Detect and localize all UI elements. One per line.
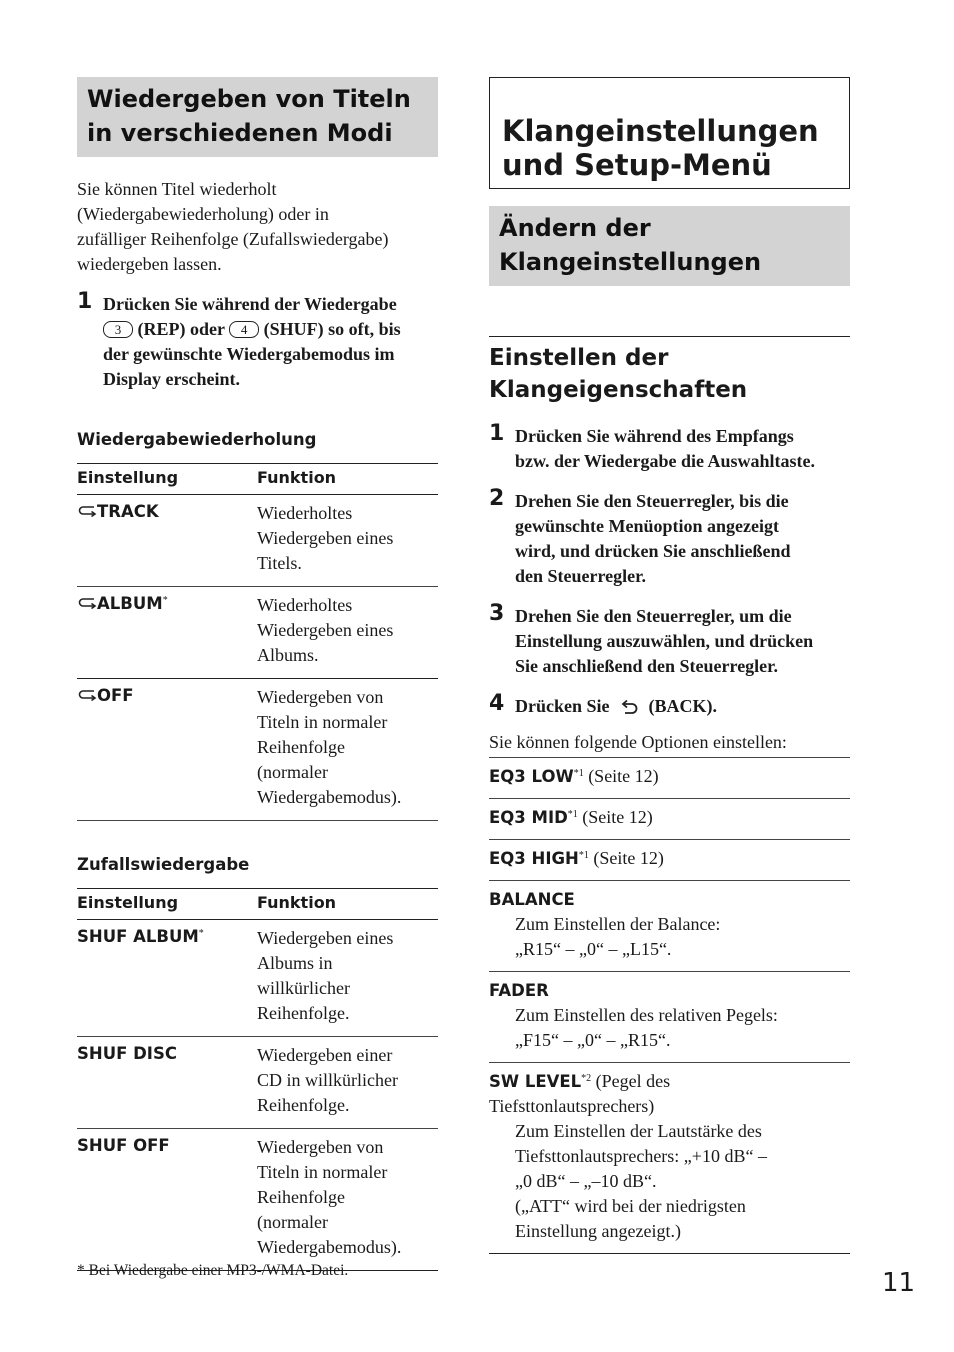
section-heading-sound-settings: Ändern der Klangeinstellungen bbox=[489, 206, 850, 286]
table-row: TRACK Wiederholtes Wiedergeben eines Titels. bbox=[77, 495, 438, 587]
step-1-select: 1 Drücken Sie während des Empfangs bzw. der Wiedergabe die Auswahltaste. bbox=[489, 421, 816, 471]
table-row: OFF Wiedergeben von Titeln in normaler Reihenfolge (normaler Wiedergabemodus). bbox=[77, 679, 438, 821]
left-column bbox=[77, 77, 438, 1271]
step-number: 4 bbox=[489, 691, 505, 716]
option-sw-level: SW LEVEL$^{*2}$ (Pegel des Tiefsttonlautsprechers) Zum Einstellen der Lautstärke des Tiefsttonlautsprechers: „+10 dB“ – „0 dB“ – „–10 dB“. („ATT“ wird bei der niedrigsten Einstellung angezeigt.) bbox=[489, 1062, 850, 1253]
page-number: 11 bbox=[882, 1268, 916, 1298]
table-row: SHUF DISC Wiedergeben einer CD in willkürlicher Reihenfolge. bbox=[77, 1037, 438, 1129]
back-icon bbox=[618, 699, 640, 715]
option-eq3-low: EQ3 LOW$^{*1}$ (Seite 12) bbox=[489, 757, 850, 798]
right-column bbox=[489, 77, 850, 1254]
step-number: 2 bbox=[489, 486, 505, 511]
table-row: SHUF ALBUM* Wiedergeben eines Albums in willkürlicher Reihenfolge. bbox=[77, 920, 438, 1037]
option-fader: FADER Zum Einstellen des relativen Pegels: „F15“ – „0“ – „R15“. bbox=[489, 971, 850, 1062]
repeat-icon bbox=[77, 596, 97, 610]
option-balance: BALANCE Zum Einstellen der Balance: „R15“ – „0“ – „L15“. bbox=[489, 880, 850, 971]
intro-paragraph: Sie können Titel wiederholt (Wiedergabewiederholung) oder in zufälliger Reihenfolge (Zufallswiedergabe) wiedergeben lassen. bbox=[77, 179, 389, 274]
footnote: * Bei Wiedergabe einer MP3-/WMA-Datei. bbox=[77, 1262, 349, 1279]
step-1-repeat-shuffle: 1 Drücken Sie während der Wiedergabe 3 (REP) oder 4 (SHUF) so oft, bis der gewünschte Wiedergabemodus im Display erscheint. bbox=[77, 289, 401, 389]
subsection-title: Einstellen der Klangeigenschaften bbox=[489, 336, 850, 406]
divider bbox=[489, 1253, 850, 1254]
table-row: ALBUM* Wiederholtes Wiedergeben eines Albums. bbox=[77, 587, 438, 679]
table-header-row: Einstellung Funktion bbox=[77, 464, 438, 495]
step-2-turn-dial: 2 Drehen Sie den Steuerregler, bis die gewünschte Menüoption angezeigt wird, und drücken Sie anschließend den Steuerregler. bbox=[489, 486, 791, 586]
option-eq3-high: EQ3 HIGH$^{*1}$ (Seite 12) bbox=[489, 839, 850, 880]
repeat-icon bbox=[77, 504, 97, 518]
step-number: 1 bbox=[489, 421, 505, 446]
repeat-subheading: Wiedergabewiederholung bbox=[77, 430, 317, 449]
key-4-icon: 4 bbox=[229, 321, 259, 338]
key-3-icon: 3 bbox=[103, 321, 133, 338]
shuffle-subheading: Zufallswiedergabe bbox=[77, 855, 250, 874]
shuffle-table bbox=[77, 888, 438, 1271]
step-number: 1 bbox=[77, 289, 93, 314]
chapter-title: Klangeinstellungen und Setup-Menü bbox=[489, 77, 850, 189]
step-4-back: 4 Drücken Sie (BACK). bbox=[489, 691, 717, 716]
table-row: SHUF OFF Wiedergeben von Titeln in normaler Reihenfolge (normaler Wiedergabemodus). bbox=[77, 1129, 438, 1271]
option-eq3-mid: EQ3 MID$^{*1}$ (Seite 12) bbox=[489, 798, 850, 839]
repeat-table bbox=[77, 463, 438, 821]
table-header-row: Einstellung Funktion bbox=[77, 889, 438, 920]
repeat-icon bbox=[77, 688, 97, 702]
step-number: 3 bbox=[489, 601, 505, 626]
step-3-select-setting: 3 Drehen Sie den Steuerregler, um die Einstellung auszuwählen, und drücken Sie anschließend den Steuerregler. bbox=[489, 601, 814, 676]
section-heading-play-modes: Wiedergeben von Titeln in verschiedenen Modi bbox=[77, 77, 438, 157]
options-intro: Sie können folgende Optionen einstellen: bbox=[489, 732, 787, 752]
